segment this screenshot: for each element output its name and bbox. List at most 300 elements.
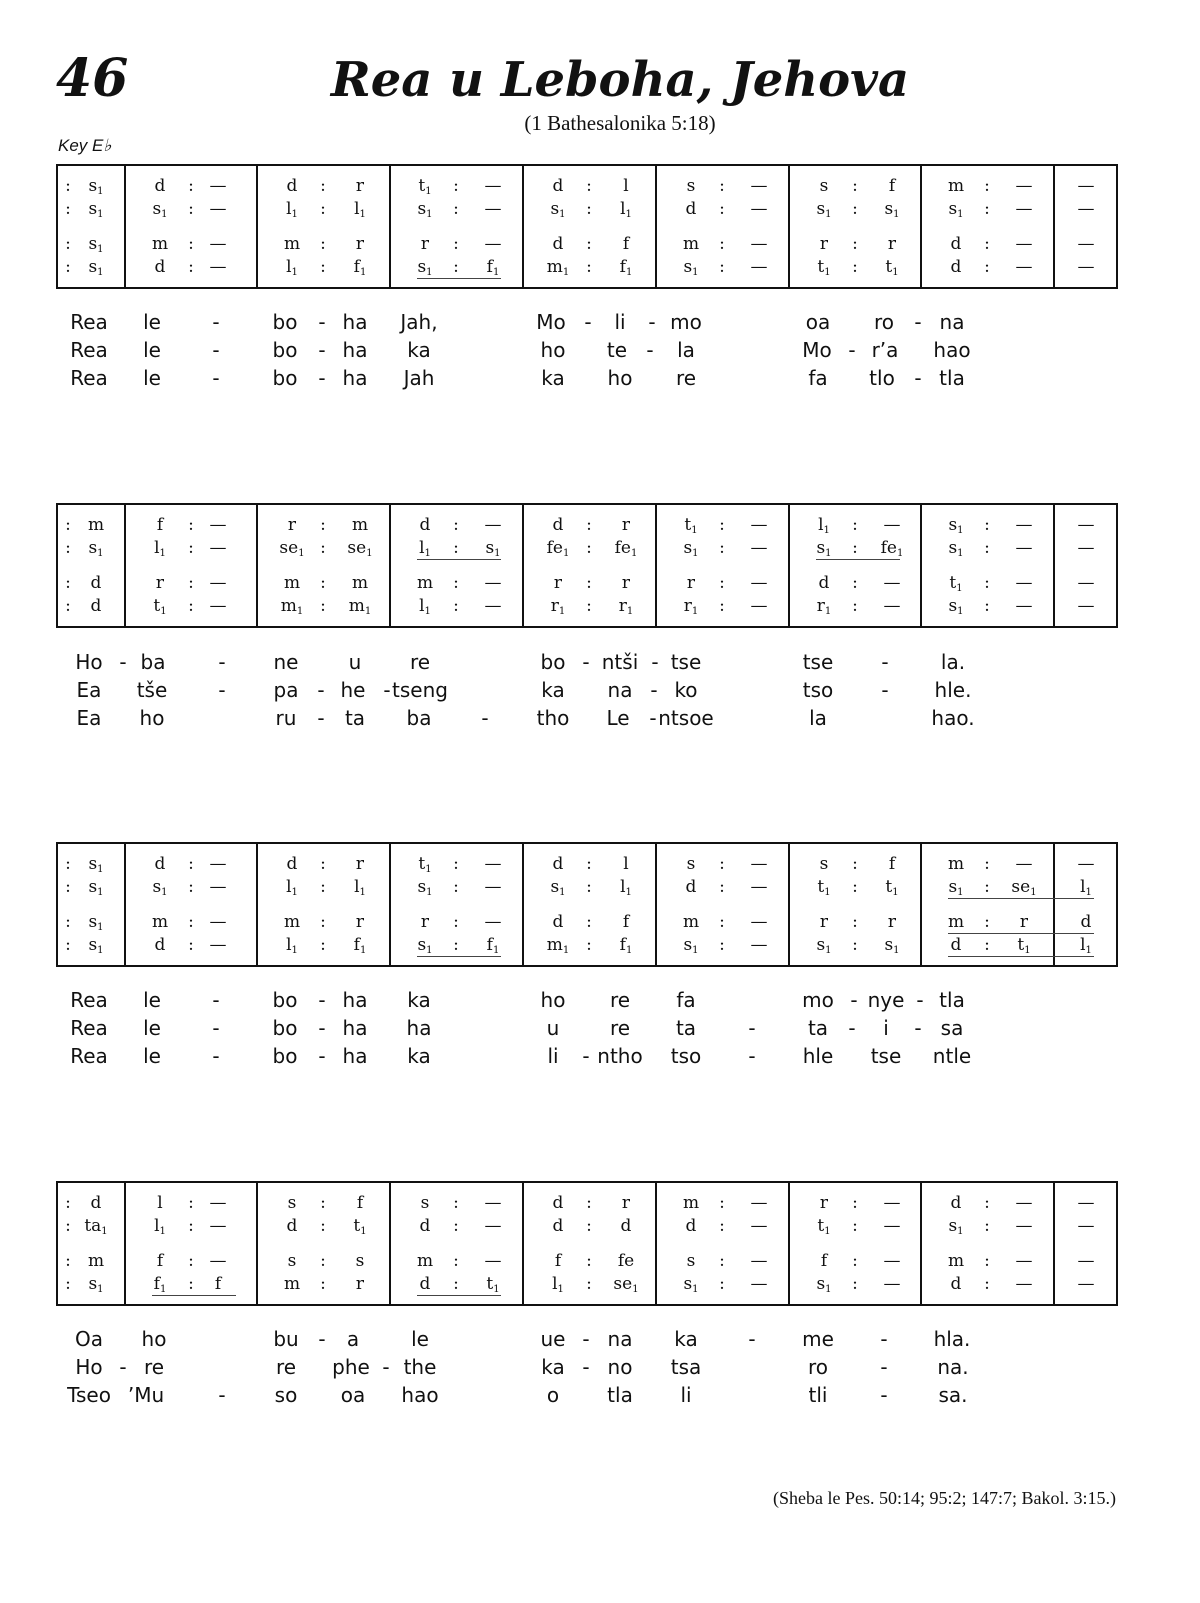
solfa-note: $f_1$ <box>153 1274 167 1295</box>
solfa-note: — <box>1077 854 1095 874</box>
lyric-syllable: - <box>881 650 889 674</box>
lyric-syllable: - <box>650 678 658 702</box>
solfa-note: r <box>819 1193 829 1213</box>
solfa-note: d <box>90 1193 102 1213</box>
solfa-note: f <box>622 234 630 254</box>
lyric-syllable: te <box>606 338 628 362</box>
lyric-syllable: mo <box>802 988 834 1012</box>
beat-separator: : <box>852 199 858 219</box>
solfa-note: $s_1$ <box>88 912 104 933</box>
solfa-note: l <box>623 176 629 196</box>
lyric-syllable: u <box>348 650 362 674</box>
solfa-note: $l_1$ <box>154 538 166 559</box>
solfa-note: — <box>1077 234 1095 254</box>
lyric-syllable: tsa <box>670 1355 702 1379</box>
beat-separator: : <box>984 1274 990 1294</box>
solfa-note: $s_1$ <box>88 257 104 278</box>
beat-separator: : <box>188 912 194 932</box>
solfa-note: d <box>90 596 102 616</box>
lyric-syllable: Rea <box>70 988 108 1012</box>
beat-separator: : <box>852 1216 858 1236</box>
solfa-note: r <box>1019 912 1029 932</box>
beat-separator: : <box>586 176 592 196</box>
solfa-note: — <box>1015 1251 1033 1271</box>
lyric-syllable: bo <box>272 1016 298 1040</box>
solfa-note: — <box>1015 176 1033 196</box>
solfa-note: $l_1$ <box>552 1274 564 1295</box>
lyric-syllable: - <box>318 988 326 1012</box>
solfa-note: d <box>154 257 166 277</box>
lyric-syllable: sa <box>940 1016 964 1040</box>
lyric-syllable: hao. <box>931 706 975 730</box>
beat-separator: : <box>188 199 194 219</box>
solfa-note: — <box>1077 573 1095 593</box>
lyric-syllable: ka <box>541 678 565 702</box>
solfa-note: — <box>209 1193 227 1213</box>
lyric-syllable: le <box>143 310 161 334</box>
solfa-note: $t_1$ <box>949 573 963 594</box>
lyric-syllable: - <box>880 1383 888 1407</box>
solfa-note: d <box>818 573 830 593</box>
lyric-syllable: - <box>582 1044 590 1068</box>
solfa-note: $l_1$ <box>354 199 366 220</box>
lyric-syllable: - <box>651 650 659 674</box>
solfa-note: s <box>420 1193 430 1213</box>
solfa-note: $f_1$ <box>353 257 367 278</box>
solfa-note: — <box>209 596 227 616</box>
beat-separator: : <box>852 854 858 874</box>
lyric-syllable: hao <box>933 338 971 362</box>
lyric-syllable: me <box>802 1327 834 1351</box>
solfa-note: — <box>1015 1274 1033 1294</box>
lyric-syllable: ho <box>607 366 633 390</box>
solfa-note: $l_1$ <box>419 596 431 617</box>
solfa-note: $f_1$ <box>619 935 633 956</box>
lyric-syllable: tho <box>536 706 570 730</box>
solfa-note: f <box>156 1251 164 1271</box>
solfa-note: d <box>286 176 298 196</box>
lyric-syllable: Rea <box>70 338 108 362</box>
lyric-syllable: fa <box>808 366 828 390</box>
solfa-note: $t_1$ <box>418 176 432 197</box>
solfa-note: r <box>355 176 365 196</box>
lyric-syllable: ue <box>540 1327 566 1351</box>
solfa-note: $l_1$ <box>286 877 298 898</box>
solfa-note: d <box>286 1216 298 1236</box>
solfa-note: s <box>686 176 696 196</box>
solfa-note: $m_1$ <box>546 257 570 278</box>
solfa-note: d <box>552 912 564 932</box>
lyric-syllable: Mo <box>536 310 566 334</box>
beat-separator: : <box>188 1274 194 1294</box>
solfa-note: d <box>286 854 298 874</box>
solfa-note: l <box>623 854 629 874</box>
lyric-syllable: ho <box>540 338 566 362</box>
beat-separator: : <box>586 596 592 616</box>
beat-separator: : <box>984 596 990 616</box>
beat-separator: : <box>453 854 459 874</box>
lyric-syllable: pa <box>273 678 299 702</box>
solfa-note: — <box>750 1274 768 1294</box>
beat-separator: : <box>719 573 725 593</box>
lyric-syllable: li <box>680 1383 692 1407</box>
lyric-syllable: - <box>748 1327 756 1351</box>
slur-underline <box>152 1295 236 1296</box>
lyric-syllable: la <box>677 338 695 362</box>
beat-separator: : <box>586 257 592 277</box>
solfa-note: — <box>1015 596 1033 616</box>
solfa-note: $se_1$ <box>347 538 373 559</box>
beat-separator: : <box>453 573 459 593</box>
beat-separator: : <box>65 912 71 932</box>
beat-separator: : <box>586 234 592 254</box>
solfa-note: r <box>355 234 365 254</box>
solfa-note: m <box>682 912 700 932</box>
solfa-note: m <box>151 234 169 254</box>
lyric-syllable: na. <box>937 1355 969 1379</box>
solfa-note: d <box>552 1193 564 1213</box>
slur-underline <box>948 898 1094 899</box>
solfa-note: — <box>1015 234 1033 254</box>
lyric-syllable: hle. <box>934 678 972 702</box>
beat-separator: : <box>188 176 194 196</box>
lyric-syllable: Rea <box>70 1016 108 1040</box>
beat-separator: : <box>719 854 725 874</box>
lyric-syllable: - <box>119 650 127 674</box>
lyric-syllable: ba <box>406 706 432 730</box>
beat-separator: : <box>453 199 459 219</box>
solfa-note: $f_1$ <box>486 935 500 956</box>
solfa-note: d <box>552 854 564 874</box>
solfa-note: — <box>883 515 901 535</box>
beat-separator: : <box>65 573 71 593</box>
solfa-note: — <box>484 234 502 254</box>
lyric-syllable: ho <box>139 706 165 730</box>
beat-separator: : <box>188 935 194 955</box>
lyric-syllable: Tseo <box>67 1383 111 1407</box>
solfa-note: $s_1$ <box>417 935 433 956</box>
solfa-note: $s_1$ <box>948 596 964 617</box>
lyric-syllable: tše <box>136 678 168 702</box>
lyric-syllable: - <box>914 1016 922 1040</box>
solfa-note: d <box>154 935 166 955</box>
solfa-note: $l_1$ <box>620 199 632 220</box>
solfa-note: $l_1$ <box>419 538 431 559</box>
solfa-note: d <box>685 199 697 219</box>
lyric-syllable: - <box>382 1355 390 1379</box>
solfa-note: $m_1$ <box>546 935 570 956</box>
lyric-syllable: ru <box>275 706 297 730</box>
solfa-note: $l_1$ <box>286 935 298 956</box>
beat-separator: : <box>852 234 858 254</box>
lyric-syllable: he <box>340 678 366 702</box>
solfa-note: — <box>209 176 227 196</box>
lyric-syllable: - <box>582 1327 590 1351</box>
lyric-syllable: - <box>212 1044 220 1068</box>
lyric-syllable: tseng <box>392 678 448 702</box>
solfa-note: $s_1$ <box>417 877 433 898</box>
solfa-note: — <box>1015 199 1033 219</box>
solfa-note: $s_1$ <box>884 935 900 956</box>
beat-separator: : <box>984 234 990 254</box>
solfa-note: $r_1$ <box>550 596 566 617</box>
beat-separator: : <box>320 596 326 616</box>
beat-separator: : <box>852 935 858 955</box>
solfa-note: $fe_1$ <box>614 538 638 559</box>
solfa-note: f <box>622 912 630 932</box>
solfa-note: $l_1$ <box>818 515 830 536</box>
beat-separator: : <box>984 515 990 535</box>
solfa-note: $s_1$ <box>683 538 699 559</box>
beat-separator: : <box>65 257 71 277</box>
lyric-syllable: - <box>646 338 654 362</box>
beat-separator: : <box>453 935 459 955</box>
lyric-syllable: tli <box>808 1383 828 1407</box>
solfa-note: r <box>887 234 897 254</box>
solfa-note: s <box>287 1251 297 1271</box>
beat-separator: : <box>852 1274 858 1294</box>
solfa-note: $s_1$ <box>417 257 433 278</box>
lyric-syllable: - <box>318 338 326 362</box>
solfa-note: r <box>621 1193 631 1213</box>
solfa-note: — <box>750 935 768 955</box>
solfa-note: fe <box>617 1251 635 1271</box>
solfa-note: — <box>750 1251 768 1271</box>
beat-separator: : <box>453 877 459 897</box>
beat-separator: : <box>719 257 725 277</box>
beat-separator: : <box>852 515 858 535</box>
lyric-syllable: ro <box>873 310 895 334</box>
solfa-note: — <box>750 877 768 897</box>
lyric-syllable: ha <box>342 988 368 1012</box>
beat-separator: : <box>65 854 71 874</box>
solfa-note: — <box>484 573 502 593</box>
beat-separator: : <box>852 912 858 932</box>
beat-separator: : <box>984 257 990 277</box>
solfa-note: — <box>209 935 227 955</box>
solfa-note: — <box>209 538 227 558</box>
beat-separator: : <box>852 573 858 593</box>
lyric-syllable: ’Mu <box>127 1383 165 1407</box>
beat-separator: : <box>320 1193 326 1213</box>
solfa-note: $s_1$ <box>816 1274 832 1295</box>
solfa-note: — <box>209 257 227 277</box>
solfa-note: s <box>287 1193 297 1213</box>
solfa-note: $t_1$ <box>817 257 831 278</box>
lyric-syllable: - <box>850 988 858 1012</box>
lyric-syllable: Ho <box>75 1355 103 1379</box>
solfa-note: — <box>750 1216 768 1236</box>
solfa-note: $t_1$ <box>486 1274 500 1295</box>
solfa-note: $t_1$ <box>418 854 432 875</box>
lyric-syllable: ka <box>674 1327 698 1351</box>
solfa-note: $s_1$ <box>152 199 168 220</box>
solfa-note: $l_1$ <box>1080 935 1092 956</box>
solfa-note: — <box>1077 176 1095 196</box>
solfa-note: $l_1$ <box>286 199 298 220</box>
beat-separator: : <box>65 935 71 955</box>
beat-separator: : <box>719 515 725 535</box>
solfa-note: $l_1$ <box>286 257 298 278</box>
solfa-note: $s_1$ <box>88 176 104 197</box>
lyric-syllable: nye <box>867 988 905 1012</box>
beat-separator: : <box>586 854 592 874</box>
solfa-note: $t_1$ <box>885 877 899 898</box>
beat-separator: : <box>984 1216 990 1236</box>
lyric-syllable: Le <box>606 706 630 730</box>
lyric-syllable: ho <box>540 988 566 1012</box>
lyric-syllable: Jah, <box>400 310 438 334</box>
slur-underline <box>417 956 501 957</box>
beat-separator: : <box>453 176 459 196</box>
lyric-syllable: le <box>143 338 161 362</box>
solfa-note: $t_1$ <box>817 877 831 898</box>
solfa-note: m <box>416 1251 434 1271</box>
beat-separator: : <box>984 935 990 955</box>
solfa-note: $l_1$ <box>620 877 632 898</box>
beat-separator: : <box>65 596 71 616</box>
beat-separator: : <box>719 935 725 955</box>
solfa-note: — <box>1077 199 1095 219</box>
lyric-syllable: - <box>880 1355 888 1379</box>
beat-separator: : <box>320 538 326 558</box>
solfa-note: r <box>420 234 430 254</box>
lyric-syllable: - <box>318 1327 326 1351</box>
beat-separator: : <box>320 515 326 535</box>
solfa-note: $f_1$ <box>486 257 500 278</box>
beat-separator: : <box>188 573 194 593</box>
beat-separator: : <box>852 1251 858 1271</box>
lyric-syllable: tse <box>802 650 834 674</box>
lyric-syllable: ntši <box>601 650 639 674</box>
solfa-note: d <box>552 234 564 254</box>
lyric-syllable: - <box>748 1016 756 1040</box>
solfa-note: — <box>883 1216 901 1236</box>
solfa-note: — <box>1015 1193 1033 1213</box>
solfa-note: — <box>750 234 768 254</box>
solfa-note: — <box>883 1274 901 1294</box>
solfa-note: — <box>750 1193 768 1213</box>
solfa-note: — <box>750 854 768 874</box>
lyric-syllable: - <box>582 1355 590 1379</box>
lyric-syllable: ha <box>406 1016 432 1040</box>
solfa-note: s <box>355 1251 365 1271</box>
beat-separator: : <box>984 1193 990 1213</box>
solfa-note: d <box>685 1216 697 1236</box>
solfa-note: — <box>484 176 502 196</box>
lyric-syllable: - <box>916 988 924 1012</box>
solfa-note: — <box>209 515 227 535</box>
lyric-syllable: - <box>649 706 657 730</box>
solfa-note: m <box>947 1251 965 1271</box>
lyric-syllable: u <box>546 1016 560 1040</box>
lyric-syllable: - <box>584 310 592 334</box>
lyric-syllable: - <box>318 366 326 390</box>
lyric-syllable: - <box>914 310 922 334</box>
beat-separator: : <box>320 1251 326 1271</box>
solfa-note: $s_1$ <box>550 199 566 220</box>
lyric-syllable: tso <box>802 678 834 702</box>
lyric-syllable: - <box>218 1383 226 1407</box>
solfa-note: f <box>888 176 896 196</box>
solfa-note: $s_1$ <box>88 877 104 898</box>
lyric-syllable: - <box>914 366 922 390</box>
lyric-syllable: Rea <box>70 1044 108 1068</box>
solfa-note: — <box>484 199 502 219</box>
lyric-syllable: so <box>274 1383 298 1407</box>
lyric-syllable: le <box>143 1016 161 1040</box>
solfa-note: $s_1$ <box>88 538 104 559</box>
solfa-note: — <box>484 596 502 616</box>
lyric-syllable: bo <box>272 310 298 334</box>
lyric-syllable: - <box>848 338 856 362</box>
lyric-syllable: - <box>212 988 220 1012</box>
beat-separator: : <box>719 1216 725 1236</box>
lyric-syllable: - <box>212 1016 220 1040</box>
lyric-syllable: Jah <box>403 366 435 390</box>
solfa-note: $m_1$ <box>280 596 304 617</box>
solfa-note: — <box>209 854 227 874</box>
lyric-syllable: - <box>212 366 220 390</box>
solfa-note: r <box>287 515 297 535</box>
lyric-syllable: Ea <box>76 706 102 730</box>
lyric-syllable: - <box>317 706 325 730</box>
solfa-note: d <box>950 234 962 254</box>
beat-separator: : <box>984 573 990 593</box>
beat-separator: : <box>719 538 725 558</box>
beat-separator: : <box>586 1216 592 1236</box>
solfa-note: $t_1$ <box>353 1216 367 1237</box>
lyric-syllable: Rea <box>70 310 108 334</box>
solfa-note: r <box>819 234 829 254</box>
key-signature: Key E♭ <box>58 136 112 155</box>
lyric-syllable: ta <box>675 1016 697 1040</box>
beat-separator: : <box>320 1216 326 1236</box>
solfa-note: — <box>1077 1274 1095 1294</box>
lyric-syllable: Oa <box>75 1327 103 1351</box>
beat-separator: : <box>586 538 592 558</box>
solfa-note: $l_1$ <box>1080 877 1092 898</box>
beat-separator: : <box>65 877 71 897</box>
beat-separator: : <box>719 176 725 196</box>
solfa-note: $ta_1$ <box>84 1216 108 1237</box>
lyric-syllable: - <box>317 678 325 702</box>
beat-separator: : <box>719 234 725 254</box>
beat-separator: : <box>453 1193 459 1213</box>
lyric-syllable: bu <box>273 1327 299 1351</box>
solfa-note: m <box>87 515 105 535</box>
lyric-syllable: ta <box>344 706 366 730</box>
beat-separator: : <box>188 515 194 535</box>
lyric-syllable: - <box>218 650 226 674</box>
solfa-note: $l_1$ <box>154 1216 166 1237</box>
solfa-note: $se_1$ <box>279 538 305 559</box>
solfa-note: m <box>283 1274 301 1294</box>
solfa-note: $s_1$ <box>948 1216 964 1237</box>
hymn-title: Rea u Leboha, Jehova <box>330 52 910 108</box>
solfa-note: — <box>1015 538 1033 558</box>
beat-separator: : <box>453 515 459 535</box>
slur-underline <box>816 559 900 560</box>
solfa-note: — <box>1015 257 1033 277</box>
solfa-note: $s_1$ <box>816 538 832 559</box>
lyric-syllable: la <box>809 706 827 730</box>
solfa-note: — <box>1077 515 1095 535</box>
solfa-note: r <box>621 573 631 593</box>
slur-underline <box>948 933 1094 934</box>
solfa-note: m <box>947 176 965 196</box>
beat-separator: : <box>984 877 990 897</box>
